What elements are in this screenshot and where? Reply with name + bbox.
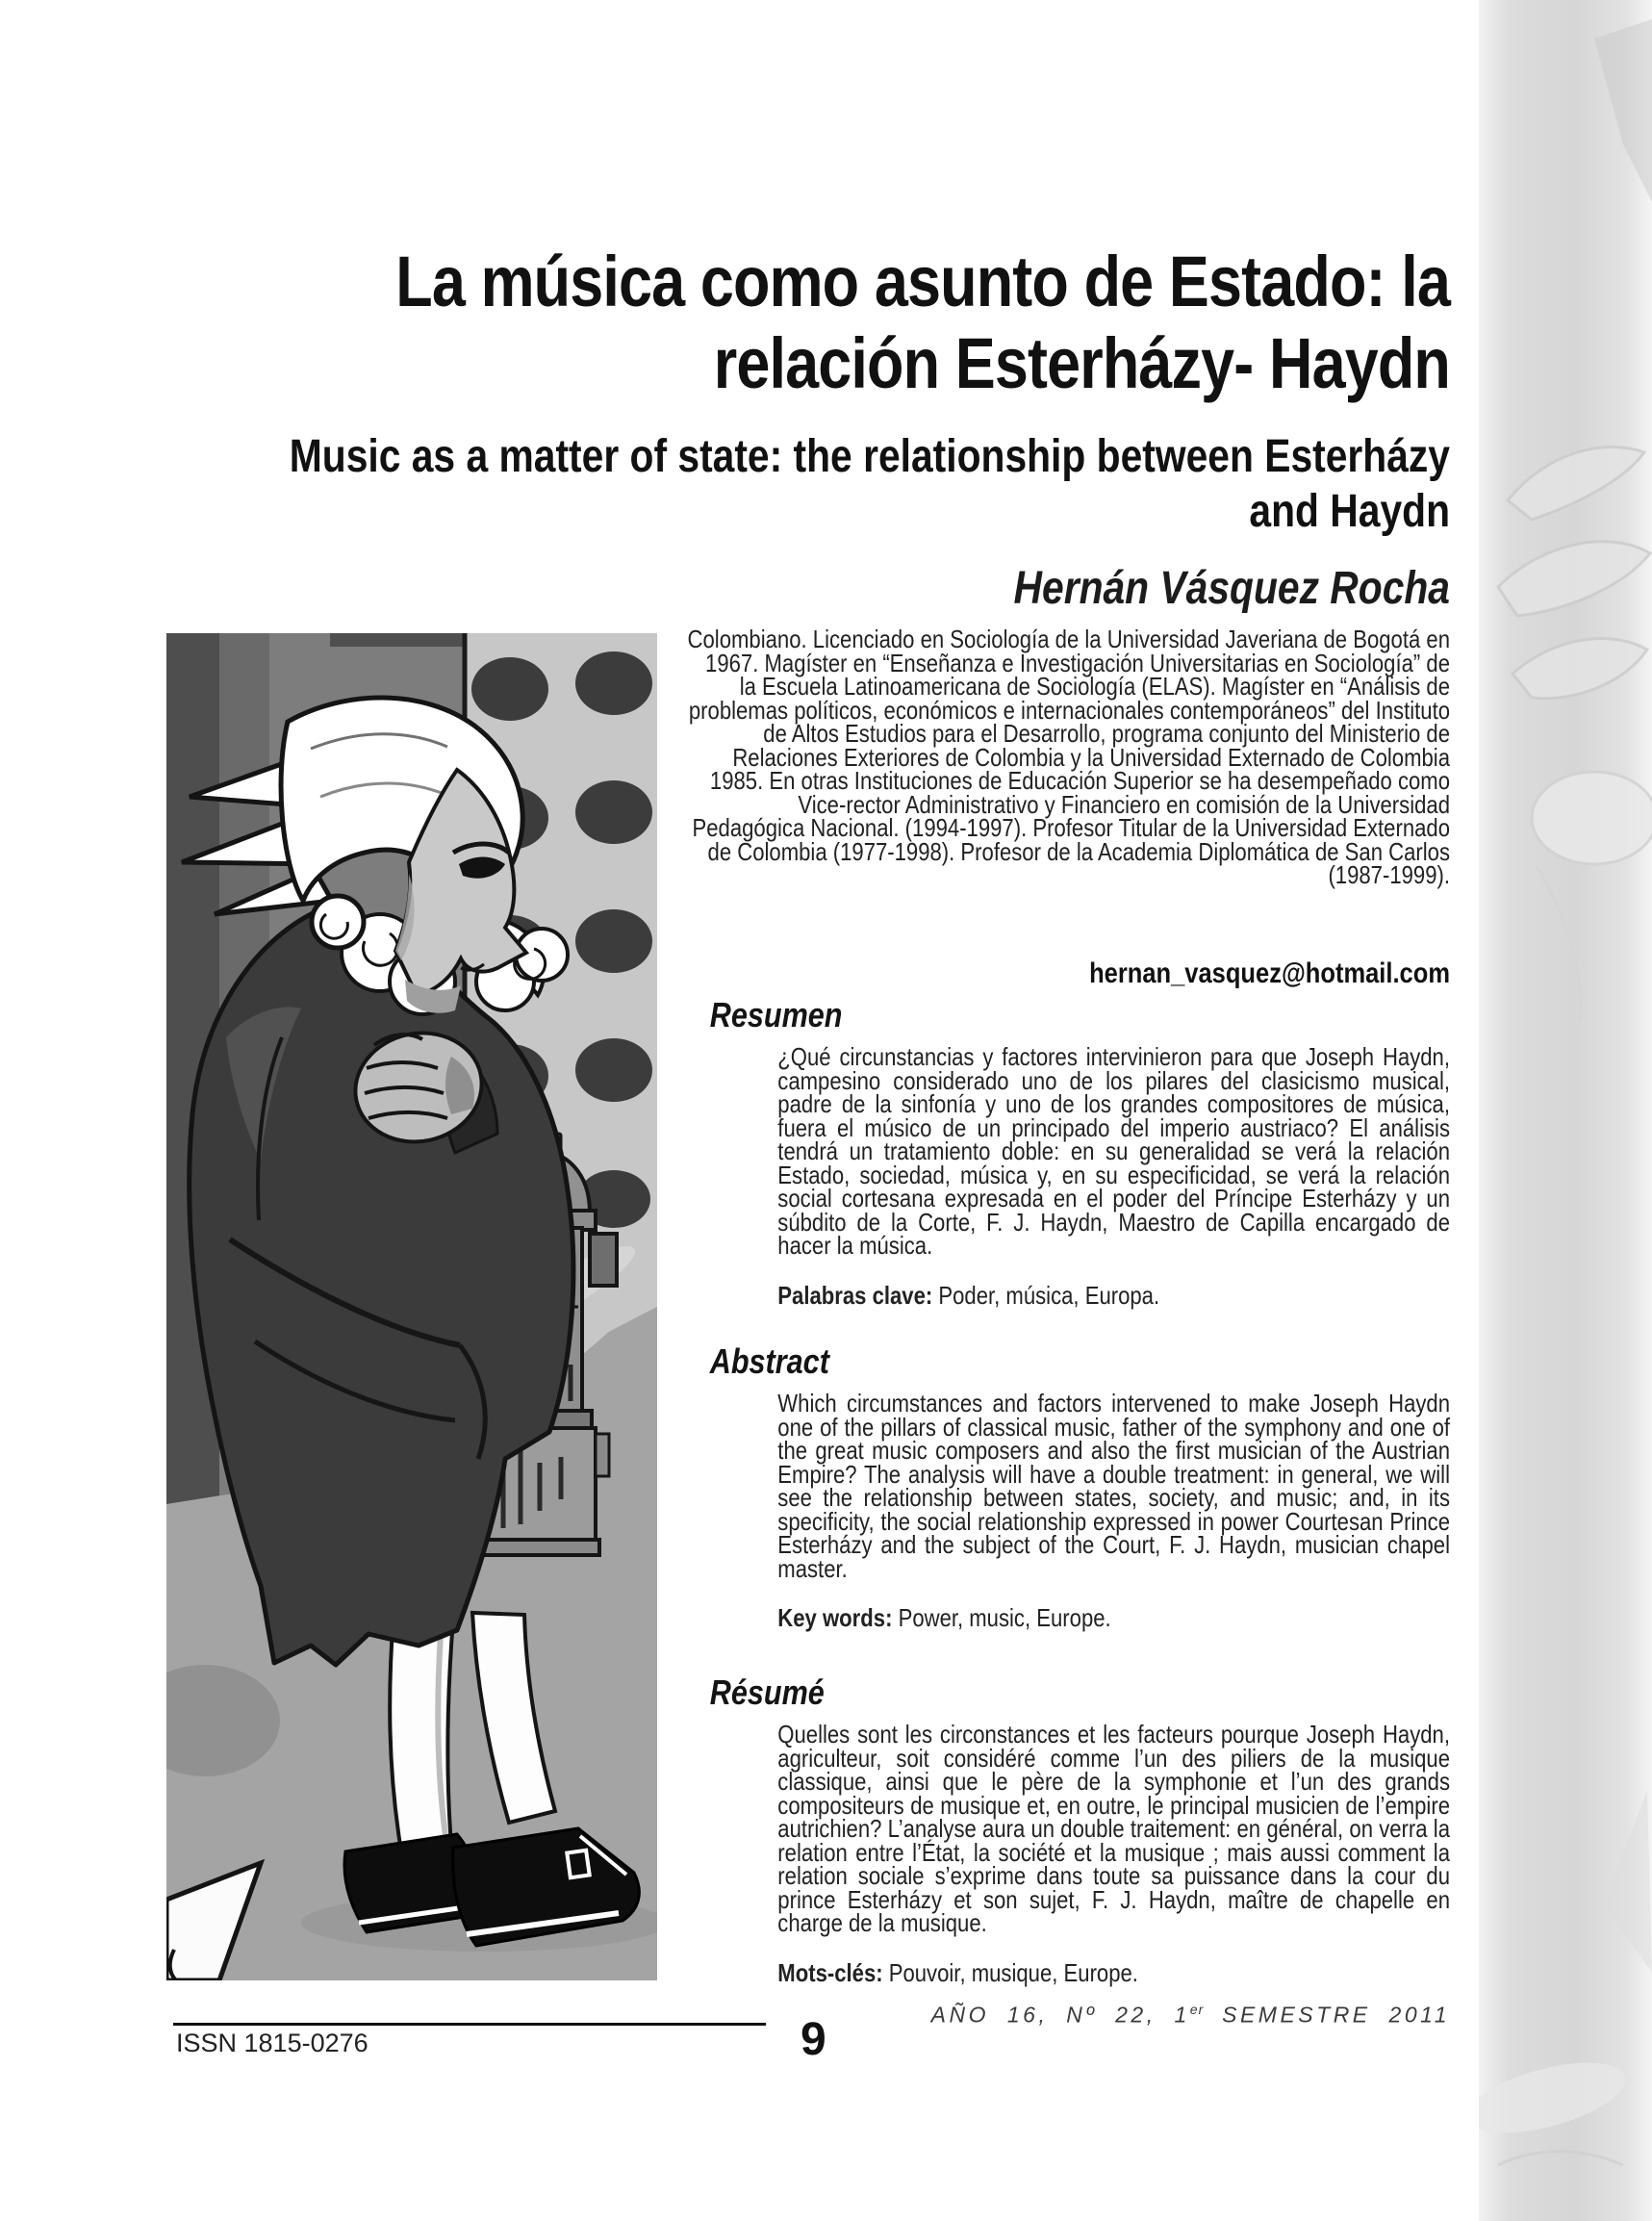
article-title-line1: La música como asunto de Estado: la [395, 242, 1451, 321]
haydn-illustration [166, 633, 657, 1980]
page-number: 9 [801, 2014, 826, 2065]
band-watermark-art [1479, 0, 1652, 2221]
article-subtitle-line2: and Haydn [1249, 486, 1450, 537]
band-wig-watermark [1498, 447, 1652, 1020]
resume-keywords [777, 1958, 1450, 1988]
resume-keywords-text: Pouvoir, musique, Europe. [882, 1957, 1138, 1987]
resume-body: Quelles sont les circonstances et les facteurs pourque Joseph Haydn, agriculteur, soit considéré comme l’un des piliers de la musique classique, ainsi que le père de la symphonie et l’un des grands compositeurs de musique et, en outre, le principal musicien de l’empire autrichien? L’analyse aura un double traitement: en général, on verra la relation entre l’État, la société et la musique ; mais aussi comment la relation sociale s’exprime dans toute sa puissance dans la cour du prince Esterházy et son sujet, F. J. Haydn, maître de chapelle en charge de la musique. [777, 1720, 1450, 1937]
journal-issue-sup: er [1189, 2002, 1205, 2017]
wall-top-shadow [330, 633, 484, 647]
abstract-keywords-text: Power, music, Europe. [892, 1603, 1111, 1632]
resumen-keywords-text: Poder, música, Europa. [932, 1280, 1160, 1310]
band-bottom-wisps [1479, 1790, 1652, 2165]
article-subtitle [240, 429, 1450, 539]
resumen-body: ¿Qué circunstancias y factores intervinieron para que Joseph Haydn, campesino considerado uno de los pilares del clasicismo musical, padre de la sinfonía y uno de los grandes compositores de música, fuera el músico de un principado del imperio austriaco? El análisis tendrá un tratamiento doble: en su generalidad se verá la relación Estado, sociedad, música y, en su especificidad, se verá la relación social cortesana expresada en el poder del Príncipe Esterházy y un súbdito de la Corte, F. J. Haydn, Maestro de Capilla encargado de hacer la música. [777, 1042, 1450, 1260]
band-corner-shade [1594, 19, 1652, 202]
abstract-keywords-label: Key words: [777, 1603, 893, 1632]
journal-issue-info [584, 2002, 1450, 2029]
resumen-keywords [777, 1281, 1450, 1311]
abstract-heading: Abstract [709, 1341, 829, 1381]
resumen-heading: Resumen [709, 995, 843, 1034]
resume-keywords-label: Mots-clés: [777, 1957, 883, 1987]
journal-issue-pre: AÑO 16, Nº 22, 1 [930, 2002, 1190, 2028]
author-bio: Colombiano. Licenciado en Sociología de la Universidad Javeriana de Bogotá en 1967. Magíster en “Enseñanza e Investigación Universitarias en Sociología” de la Escuela Latinoamericana de Sociología (ELAS). Magíster en “Análisis de problemas políticos, económicos e internacionales contemporáneos” del Instituto de Altos Estudios para el Desarrollo, programa conjunto del Ministerio de Relaciones Exteriores de Colombia y la Universidad Externado de Colombia 1985. En otras Instituciones de Educación Superior se ha desempeñado como Vice-rector Administrativo y Financiero en comisión de la Universidad Pedagógica Nacional. (1994-1997). Profesor Titular de la Universidad Externado de Colombia (1977-1998). Profesor de la Academia Diplomática de San Carlos (1987-1999). [687, 625, 1450, 889]
abstract-keywords [777, 1603, 1450, 1633]
abstract-body: Which circumstances and factors intervened to make Joseph Haydn one of the pillars of classical music, father of the symphony and one of the great music composers and also the first musician of the Austrian Empire? The analysis will have a double treatment: in general, we will see the relationship between states, society, and music; and, in its specificity, the social relationship expressed in power Courtesan Prince Esterházy and the subject of the Court, F. J. Haydn, musician chapel master. [777, 1389, 1450, 1583]
author-email-link[interactable]: hernan_vasquez@hotmail.com [1089, 957, 1450, 989]
article-title [289, 241, 1450, 404]
issn-label: ISSN 1815-0276 [176, 2029, 369, 2057]
article-subtitle-line1: Music as a matter of state: the relationship between Esterházy [289, 431, 1451, 482]
resumen-keywords-label: Palabras clave: [777, 1280, 933, 1310]
author-email [685, 957, 1450, 990]
author-name: Hernán Vásquez Rocha [1013, 563, 1450, 614]
article-title-line2: relación Esterházy- Haydn [713, 323, 1450, 403]
journal-issue-post: SEMESTRE 2011 [1204, 2002, 1450, 2028]
section-abstract [710, 1343, 1450, 1633]
section-resumen [710, 997, 1450, 1311]
resume-heading: Résumé [709, 1672, 825, 1712]
section-resume [710, 1674, 1450, 1988]
